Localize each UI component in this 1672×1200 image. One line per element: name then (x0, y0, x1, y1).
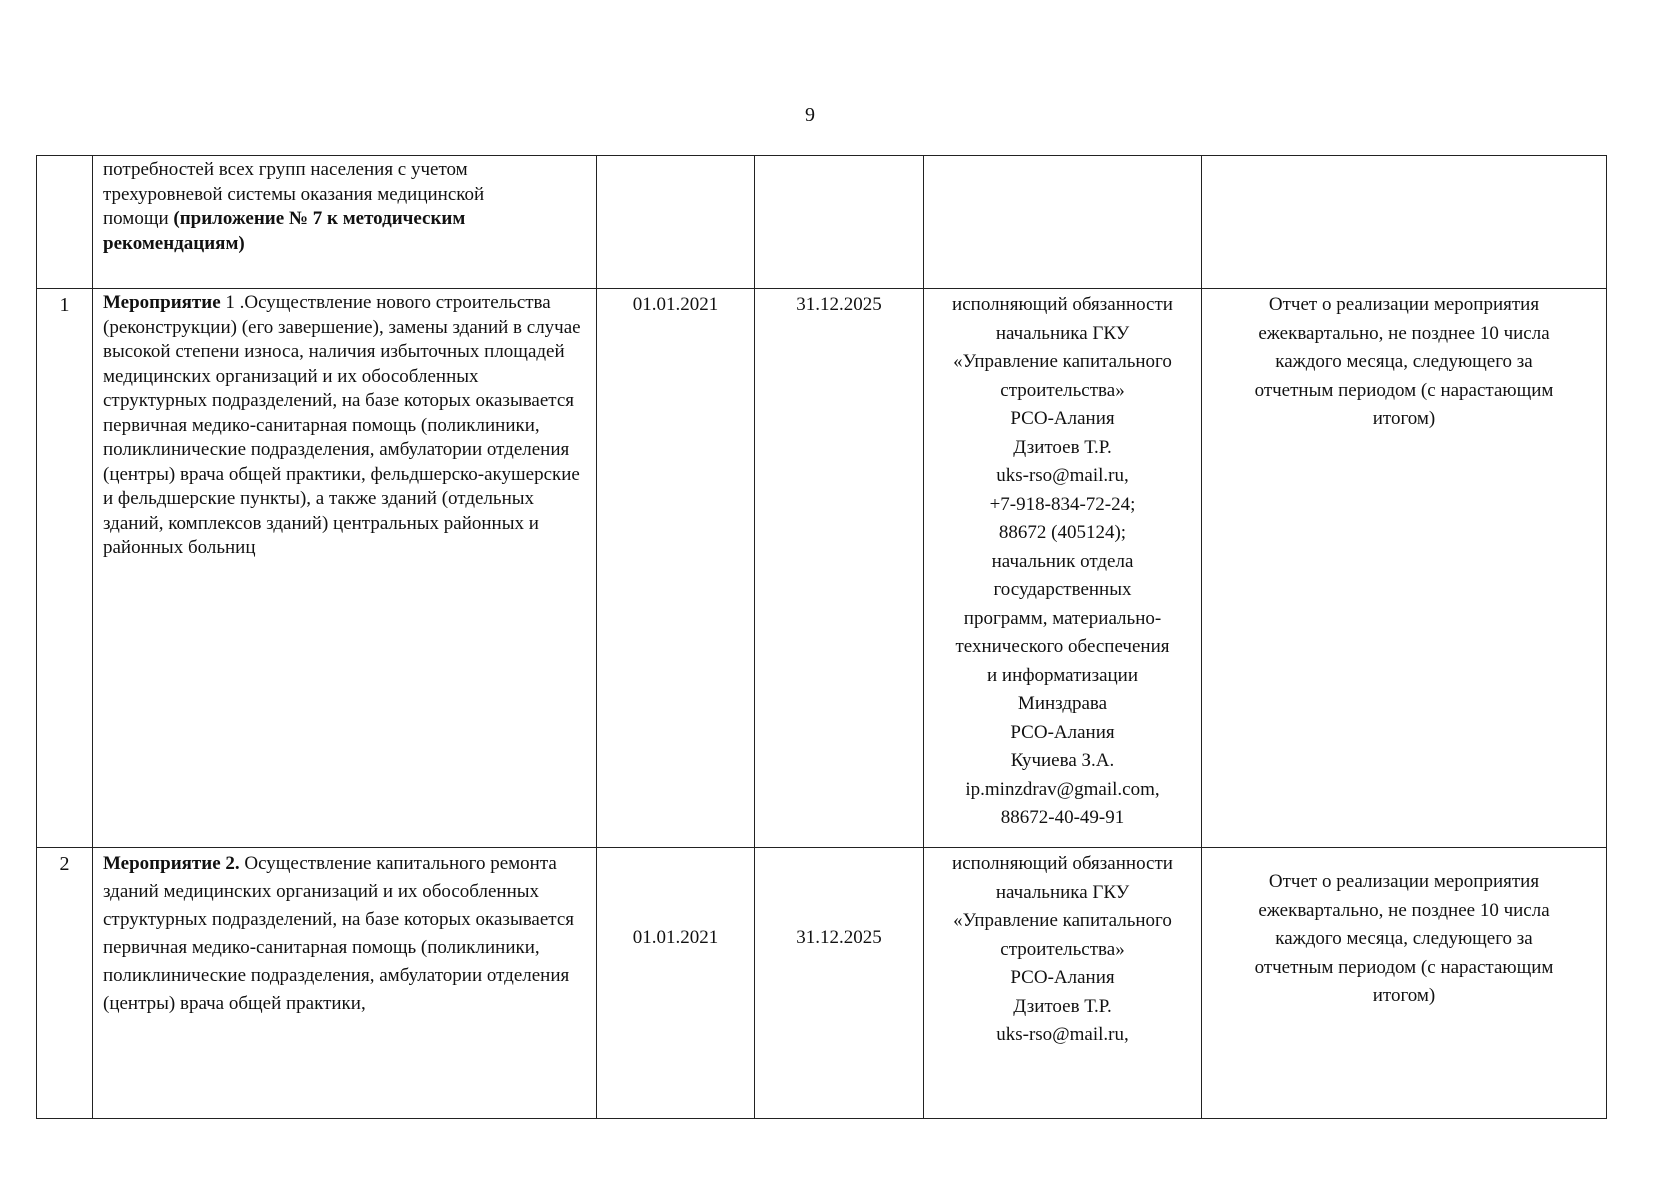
responsible-line: исполняющий обязанности (952, 853, 1173, 874)
row-number-cell: 1 (37, 289, 93, 848)
responsible-line: РСО-Алания (1010, 408, 1115, 429)
description-line: трехуровневой системы оказания медицинской (103, 183, 485, 205)
result-cell (1202, 289, 1607, 848)
result-line: ежеквартально, не позднее 10 числа (1258, 899, 1550, 921)
appendix-reference: (приложение № 7 к методическим (173, 208, 466, 229)
start-date-cell: 01.01.2021 (597, 848, 755, 1119)
result-line: Отчет о реализации мероприятия (1268, 871, 1540, 892)
table-row (37, 289, 1607, 848)
row-number-cell (37, 156, 93, 289)
responsible-line: РСО-Алания (1010, 967, 1115, 988)
measure-title: Мероприятие (103, 292, 221, 313)
responsible-cell (924, 848, 1202, 1119)
measures-table (36, 155, 1607, 1119)
email-text: uks-rso@mail.ru, (996, 1024, 1129, 1045)
responsible-line: «Управление капитального (953, 910, 1172, 931)
table-row (37, 848, 1607, 1119)
responsible-line: начальника ГКУ (995, 881, 1130, 903)
phone-text: +7-918-834-72-24; (989, 493, 1136, 515)
responsible-line: технического обеспечения (955, 636, 1170, 657)
description-line (103, 207, 586, 232)
email-text: uks-rso@mail.ru, (996, 465, 1129, 486)
appendix-reference: рекомендациям) (103, 232, 245, 254)
responsible-line: начальник отдела (991, 550, 1134, 572)
end-date-cell: 31.12.2025 (755, 289, 924, 848)
result-line: каждого месяца, следующего за (1275, 351, 1533, 372)
responsible-line: Минздрава (1017, 693, 1108, 714)
responsible-line: исполняющий обязанности (952, 294, 1173, 315)
result-cell (1202, 848, 1607, 1119)
responsible-line: Дзитоев Т.Р. (1013, 436, 1112, 458)
row-number-cell: 2 (37, 848, 93, 1119)
measure-description-cell (93, 848, 597, 1119)
result-cell (1202, 156, 1607, 289)
responsible-line: РСО-Алания (1010, 721, 1115, 743)
end-date-cell (755, 156, 924, 289)
responsible-line: строительства» (1000, 379, 1125, 401)
start-date-cell: 01.01.2021 (597, 289, 755, 848)
responsible-cell (924, 156, 1202, 289)
measure-text: 1 .Осуществление нового строительства (реконструкции) (его завершение), замены зданий в случае высокой степени износа, наличия избыточных площадей медицинских организаций и их обособленных структурных подразделений, на базе которых оказывается первичная медико-санитарная помощь (поликлиники, поликлинические подразделения, амбулатории отделения (центры) врача общей практики, фельдшерско-акушерские и фельдшерские пункты), а также зданий (отдельных зданий, комплексов зданий) центральных районных и районных больниц (103, 292, 581, 558)
result-line: отчетным периодом (с нарастающим (1254, 379, 1554, 401)
result-line: Отчет о реализации мероприятия (1268, 294, 1540, 315)
measure-text: Осуществление капитального ремонта зданий медицинских организаций и их обособленных структурных подразделений, на базе которых оказывается первичная медико-санитарная помощь (поликлиники, поликлинические подразделения, амбулатории отделения (центры) врача общей практики, (103, 853, 575, 1014)
responsible-cell (924, 289, 1202, 848)
responsible-line: начальника ГКУ (995, 322, 1130, 344)
result-line: каждого месяца, следующего за (1275, 928, 1533, 949)
measure-description-cell (93, 289, 597, 848)
responsible-line: и информатизации (986, 664, 1139, 686)
measure-title: Мероприятие 2. (103, 853, 240, 874)
measure-description-cell (93, 156, 597, 289)
result-line: ежеквартально, не позднее 10 числа (1258, 322, 1550, 344)
email-text: ip.minzdrav@gmail.com, (965, 778, 1160, 800)
page-number: 9 (805, 104, 815, 126)
description-line: потребностей всех групп населения с учетом (103, 159, 468, 180)
responsible-line: строительства» (1000, 938, 1125, 960)
responsible-line: государственных (993, 579, 1132, 600)
start-date-cell (597, 156, 755, 289)
responsible-line: Дзитоев Т.Р. (1013, 995, 1112, 1017)
result-line: итогом) (1372, 408, 1436, 429)
description-text: помощи (103, 208, 174, 229)
result-line: отчетным периодом (с нарастающим (1254, 956, 1554, 978)
table-row (37, 156, 1607, 289)
phone-text: 88672-40-49-91 (1000, 807, 1125, 828)
phone-text: 88672 (405124); (998, 522, 1127, 543)
responsible-line: Кучиева З.А. (1010, 750, 1115, 771)
responsible-line: программ, материально- (963, 607, 1162, 629)
result-line: итогом) (1372, 985, 1436, 1006)
responsible-line: «Управление капитального (953, 351, 1172, 372)
end-date-cell: 31.12.2025 (755, 848, 924, 1119)
